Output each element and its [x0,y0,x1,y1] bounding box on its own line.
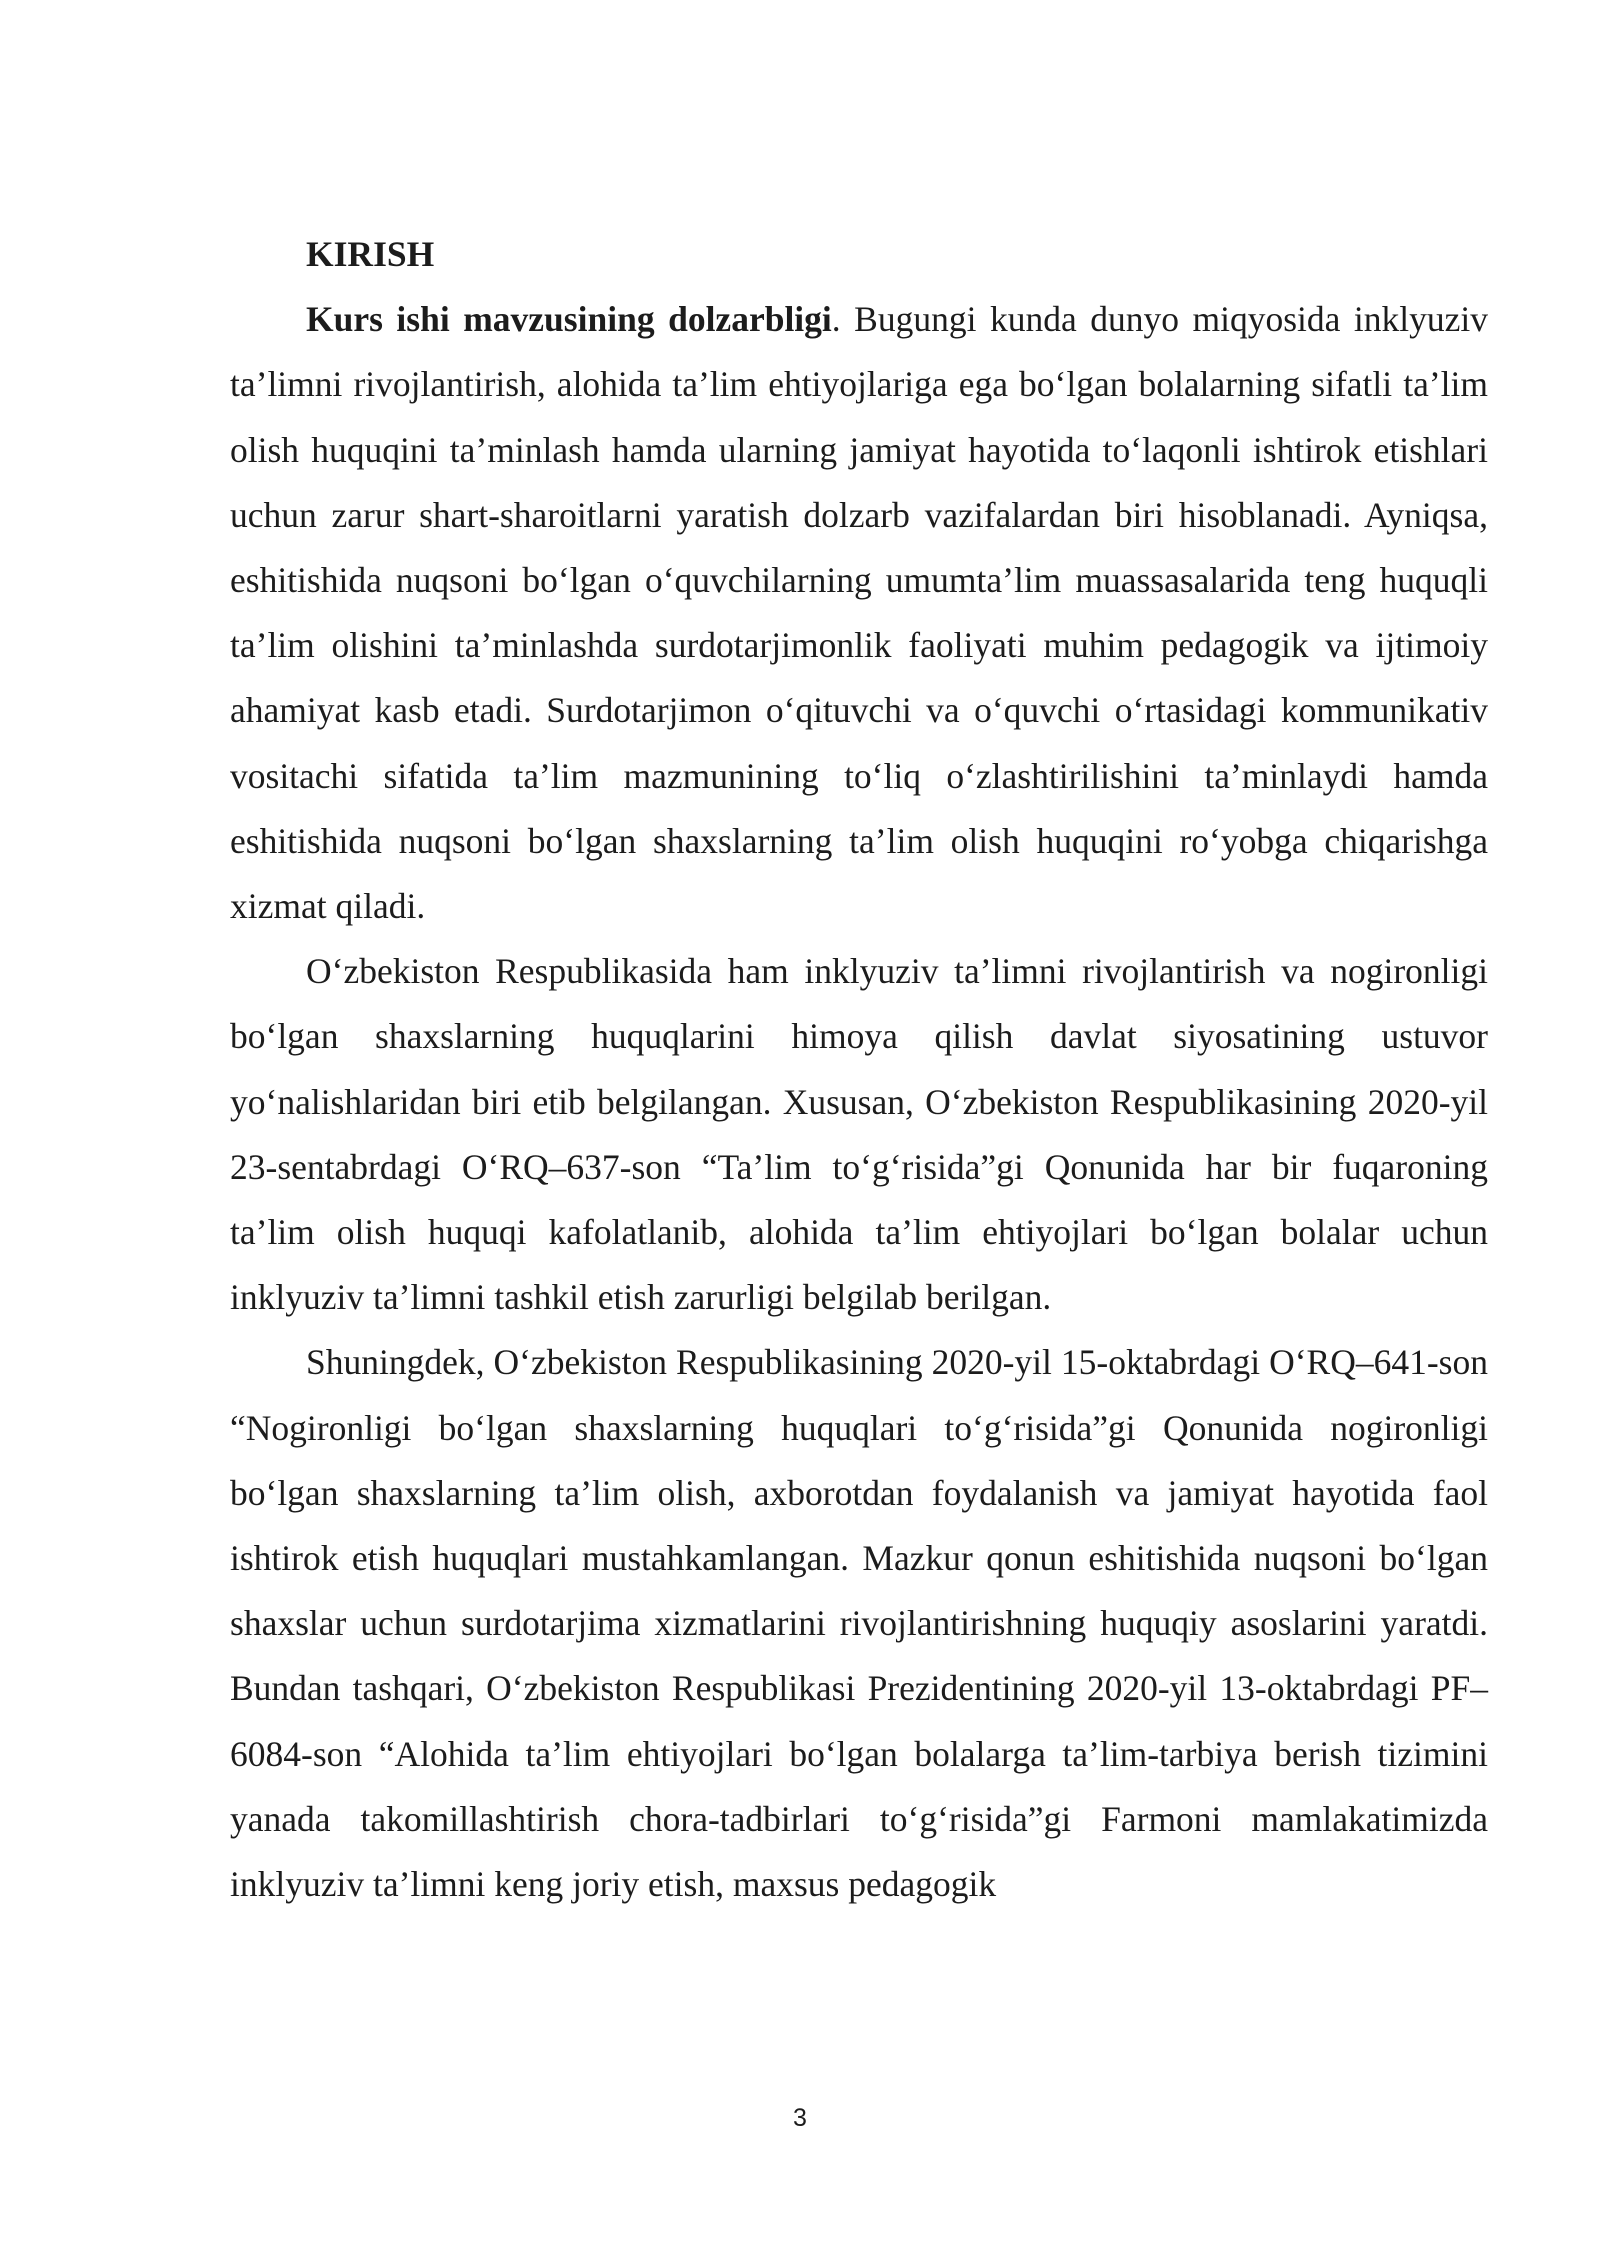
page-content [230,222,1488,1917]
paragraph-relevance [230,287,1488,939]
page-number: 3 [793,2104,807,2132]
paragraph-education-law: O‘zbekiston Respublikasida ham inklyuziv ta’limni rivojlantirish va nogironligi bo‘lgan shaxslarning huquqlarini himoya qilish davlat siyosatining ustuvor yo‘nalishlaridan biri etib belgilangan. Xususan, O‘zbekiston Respublikasining 2020-yil 23-sentabrdagi O‘RQ–637-son “Ta’lim to‘g‘risida”gi Qonunida har bir fuqaroning ta’lim olish huquqi kafolatlanib, alohida ta’lim ehtiyojlari bo‘lgan bolalar uchun inklyuziv ta’limni tashkil etish zarurligi belgilab berilgan. [230,951,1488,1318]
section-heading: KIRISH [306,234,435,274]
paragraph-lead-bold: Kurs ishi mavzusining dolzarbligi [306,299,832,340]
paragraph-text: . Bugungi kunda dunyo miqyosida inklyuziv ta’limni rivojlantirish, alohida ta’lim ehtiyojlariga ega bo‘lgan bolalarning sifatli ta’lim olish huquqini ta’minlash hamda ularning jamiyat hayotida to‘laqonli ishtirok etishlari uchun zarur shart-sharoitlarni yaratish dolzarb vazifalardan biri hisoblanadi. Ayniqsa, eshitishida nuqsoni bo‘lgan o‘quvchilarning umumta’lim muassasalarida teng huquqli ta’lim olishini ta’minlashda surdotarjimonlik faoliyati muhim pedagogik va ijtimoiy ahamiyat kasb etadi. Surdotarjimon o‘qituvchi va o‘quvchi o‘rtasidagi kommunikativ vositachi sifatida ta’lim mazmunining to‘liq o‘zlashtirilishini ta’minlaydi hamda eshitishida nuqsoni bo‘lgan shaxslarning ta’lim olish huquqini ro‘yobga chiqarishga xizmat qiladi. [230,299,1489,927]
paragraph-disability-law: Shuningdek, O‘zbekiston Respublikasining 2020-yil 15-oktabrdagi O‘RQ–641-son “Nogironligi bo‘lgan shaxslarning huquqlari to‘g‘risida”gi Qonunida nogironligi bo‘lgan shaxslarning ta’lim olish, axborotdan foydalanish va jamiyat hayotida faol ishtirok etish huquqlari mustahkamlangan. Mazkur qonun eshitishida nuqsoni bo‘lgan shaxslar uchun surdotarjima xizmatlarini rivojlantirishning huquqiy asoslarini yaratdi. Bundan tashqari, O‘zbekiston Respublikasi Prezidentining 2020-yil 13-oktabrdagi PF–6084-son “Alohida ta’lim ehtiyojlari bo‘lgan bolalarga ta’lim-tarbiya berish tizimini yanada takomillashtirish chora-tadbirlari to‘g‘risida”gi Farmoni mamlakatimizda inklyuziv ta’limni keng joriy etish, maxsus pedagogik [230,1342,1488,1905]
